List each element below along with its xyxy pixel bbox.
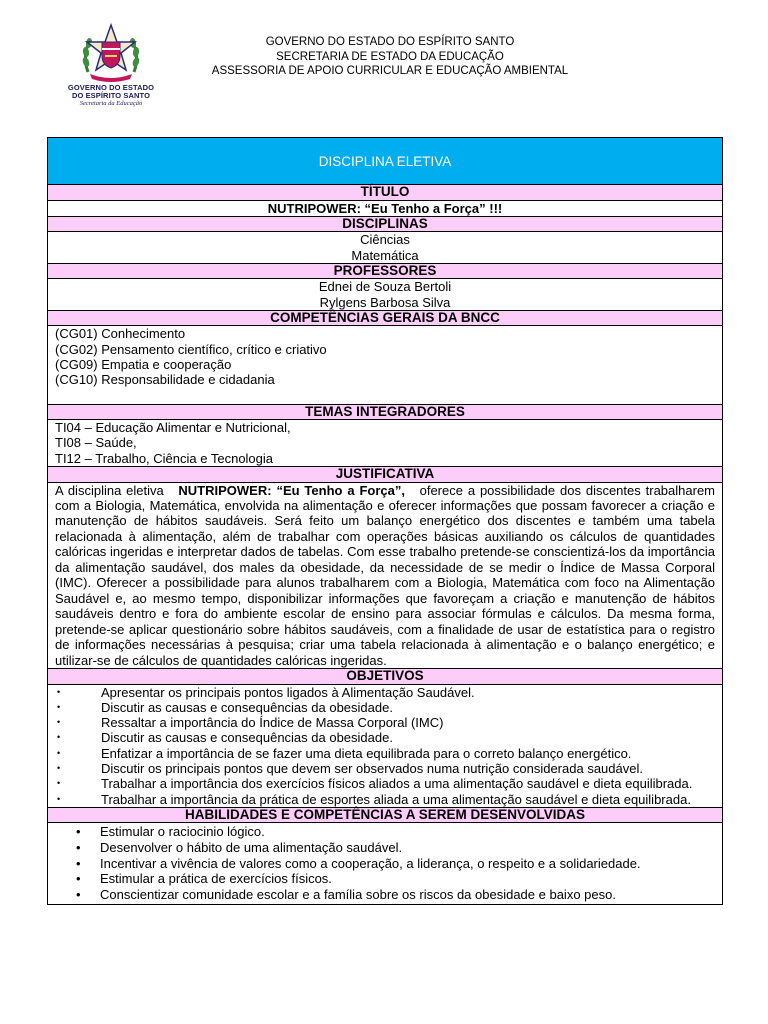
- bullet-icon: •: [76, 855, 81, 871]
- list-item: TI12 – Trabalho, Ciência e Tecnologia: [55, 450, 274, 466]
- list-item: [55, 746, 722, 761]
- list-item: Matemática: [351, 247, 419, 263]
- habilidades-list: [48, 823, 722, 904]
- disciplinas-value: [48, 232, 722, 264]
- list-item: [48, 824, 722, 840]
- section-header-objetivos: OBJETIVOS: [48, 669, 722, 685]
- objetivos-list: [48, 685, 722, 808]
- justificativa-rest: oferece a possibilidade dos discentes trabalharem com a Biologia, Matemática, envolvida na alimentação e oferecer informações que possam favorecer a criação e manutenção de hábitos saudáveis. Será feito um balanço energético dos discentes e também uma tabela relacionada à alimentação, além de trabalhar com operações básicas auxiliando os cálculos de quantidades calóricas ingeridas e interpretar dados de tabelas. Com esse trabalho pretende-se conscientizá-los da importância da alimentação saudável, dos males da obesidade, da necessidade de se medir o Índice de Massa Corporal (IMC). Oferecer a possibilidade para alunos trabalharem com a Biologia, Matemática com foco na Alimentação Saudável e, ao mesmo tempo, disponibilizar informações que favoreçam a criação e manutenção de hábitos saudáveis dentro e fora do ambiente escolar de ensino para associar fórmulas e cálculos. Da mesma forma, pretende-se aplicar questionário sobre hábitos saudáveis, com a finalidade de usar de estatística para o registro de informações necessárias à pesquisa; criar uma tabela relacionada à alimentação e o balanço energético; e utilizar-se de cálculos de quantidades calóricas ingeridas.: [55, 482, 715, 668]
- objetivo-text: Ressaltar a importância do Índice de Massa Corporal (IMC): [101, 715, 444, 731]
- coat-of-arms-icon: [78, 22, 144, 84]
- list-item: [48, 871, 722, 887]
- bullet-icon: •: [57, 686, 61, 697]
- list-item: [48, 840, 722, 856]
- habilidade-text: Estimular o raciocinio lógico.: [100, 824, 265, 840]
- bullet-icon: •: [57, 717, 61, 728]
- list-item: [55, 761, 722, 776]
- objetivo-text: Trabalhar a importância da prática de esportes aliada a uma alimentação saudável e dieta equilibrada.: [101, 791, 691, 807]
- list-item: [55, 685, 722, 700]
- bullet-icon: •: [57, 762, 61, 773]
- heading-line-2: SECRETARIA DE ESTADO DA EDUCAÇÃO: [276, 50, 504, 63]
- list-item: [48, 856, 722, 872]
- page-header: [0, 0, 768, 130]
- section-header-temas: TEMAS INTEGRADORES: [48, 405, 722, 421]
- objetivo-text: Trabalhar a importância dos exercícios físicos aliados a uma alimentação saudável e dieta equilibrada.: [101, 776, 693, 792]
- habilidade-text: Conscientizar comunidade escolar e a família sobre os riscos da obesidade e baixo peso.: [100, 886, 616, 902]
- institution-heading: [160, 35, 620, 79]
- form-banner: DISCIPLINA ELETIVA: [48, 138, 722, 185]
- titulo-value: [48, 201, 722, 217]
- list-item: Ciências: [360, 232, 410, 248]
- justificativa-bold: NUTRIPOWER: “Eu Tenho a Força”,: [178, 482, 405, 498]
- list-item: [55, 730, 722, 745]
- habilidade-text: Estimular a prática de exercícios físicos.: [100, 871, 332, 887]
- objetivo-text: Discutir os principais pontos que devem ser observados numa nutrição considerada saudável.: [101, 760, 643, 776]
- bullet-icon: •: [76, 871, 81, 887]
- habilidade-text: Desenvolver o hábito de uma alimentação saudável.: [100, 839, 403, 855]
- titulo-text: NUTRIPOWER: “Eu Tenho a Força” !!!: [267, 200, 503, 216]
- justificativa-start: A disciplina eletiva: [55, 482, 164, 498]
- habilidade-text: Incentivar a vivência de valores como a cooperação, a liderança, o respeito e a solidariedade.: [100, 855, 641, 871]
- bullet-icon: •: [76, 839, 81, 855]
- objetivo-text: Discutir as causas e consequências da obesidade.: [101, 730, 393, 746]
- list-item: Rylgens Barbosa Silva: [319, 294, 451, 310]
- section-header-titulo: TÍTULO: [48, 185, 722, 201]
- bullet-icon: •: [57, 778, 61, 789]
- temas-value: [48, 420, 722, 467]
- list-item: [48, 887, 722, 903]
- state-logo: [58, 22, 164, 122]
- list-item: Ednei de Souza Bertoli: [318, 279, 452, 295]
- professores-value: [48, 279, 722, 311]
- objetivo-text: Discutir as causas e consequências da obesidade.: [101, 699, 393, 715]
- logo-line-1: GOVERNO DO ESTADO: [67, 83, 155, 92]
- logo-line-3: Secretaria da Educação: [79, 100, 143, 107]
- list-item: [55, 792, 722, 807]
- list-item: [55, 776, 722, 791]
- justificativa-text: [48, 483, 722, 669]
- list-item: (CG02) Pensamento científico, crítico e criativo: [55, 341, 327, 357]
- bullet-icon: •: [57, 701, 61, 712]
- bullet-icon: •: [57, 747, 61, 758]
- competencias-value: [48, 326, 722, 404]
- section-header-habilidades: HABILIDADES E COMPETÊNCIAS A SEREM DESENVOLVIDAS: [48, 808, 722, 824]
- bullet-icon: •: [57, 732, 61, 743]
- section-header-competencias: COMPETÊNCIAS GERAIS DA BNCC: [48, 311, 722, 327]
- section-header-professores: PROFESSORES: [48, 264, 722, 280]
- bullet-icon: •: [76, 824, 81, 840]
- elective-form-table: [47, 137, 723, 905]
- bullet-icon: •: [76, 886, 81, 902]
- logo-line-2: DO ESPÍRITO SANTO: [71, 91, 151, 100]
- list-item: [55, 700, 722, 715]
- list-item: TI08 – Saúde,: [55, 435, 137, 451]
- section-header-disciplinas: DISCIPLINAS: [48, 217, 722, 233]
- objetivo-text: Enfatizar a importância de se fazer uma dieta equilibrada para o correto balanço energético.: [101, 745, 632, 761]
- objetivo-text: Apresentar os principais pontos ligados à Alimentação Saudável.: [101, 684, 475, 700]
- list-item: (CG10) Responsabilidade e cidadania: [55, 372, 275, 388]
- list-item: [55, 715, 722, 730]
- list-item: (CG01) Conhecimento: [55, 326, 186, 342]
- section-header-justificativa: JUSTIFICATIVA: [48, 467, 722, 483]
- list-item: (CG09) Empatia e cooperação: [55, 357, 232, 373]
- heading-line-1: GOVERNO DO ESTADO DO ESPÍRITO SANTO: [265, 36, 515, 48]
- list-item: TI04 – Educação Alimentar e Nutricional,: [55, 420, 291, 436]
- bullet-icon: •: [57, 793, 61, 804]
- heading-line-3: ASSESSORIA DE APOIO CURRICULAR E EDUCAÇÃO AMBIENTAL: [211, 65, 569, 77]
